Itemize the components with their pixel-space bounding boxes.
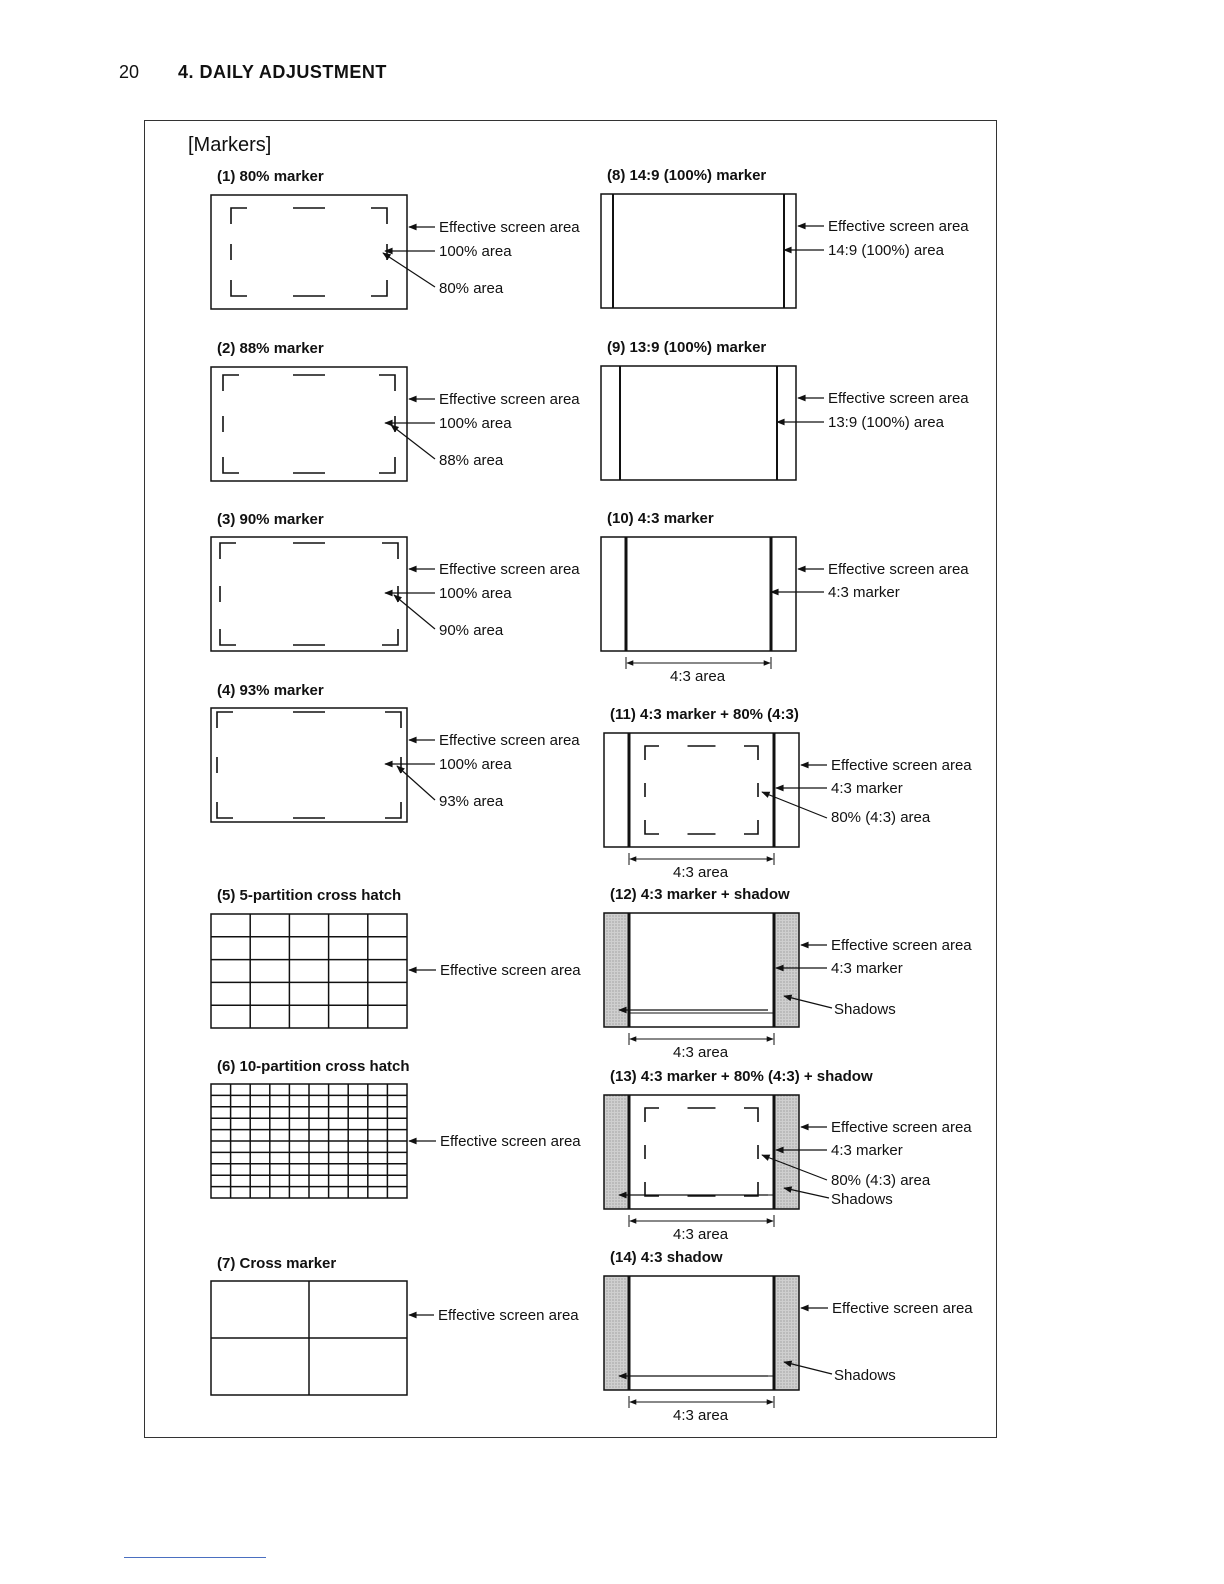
marker-segment xyxy=(744,1108,758,1122)
leader-arrow xyxy=(394,595,435,629)
marker-segment xyxy=(379,457,395,473)
section-title: [Markers] xyxy=(188,134,272,156)
callout-label: Effective screen area xyxy=(831,937,972,954)
marker-segment xyxy=(217,712,233,728)
marker-segment xyxy=(645,746,659,760)
marker-segment xyxy=(371,208,387,224)
shadow-region xyxy=(774,1095,799,1209)
callout-label: 4:3 marker xyxy=(831,960,903,977)
callout-label: Effective screen area xyxy=(440,962,581,979)
chapter-title: 4. DAILY ADJUSTMENT xyxy=(178,62,387,82)
marker-segment xyxy=(379,375,395,391)
callout-label: Shadows xyxy=(831,1191,893,1208)
callout-label: 13:9 (100%) area xyxy=(828,414,944,431)
marker-segment xyxy=(371,280,387,296)
item-title: (8) 14:9 (100%) marker xyxy=(607,167,767,184)
callout-label: 80% (4:3) area xyxy=(831,1172,931,1189)
marker-segment xyxy=(382,543,398,559)
leader-arrow xyxy=(397,766,435,800)
effective-screen-box xyxy=(211,195,407,309)
item-title: (4) 93% marker xyxy=(217,682,324,699)
marker-segment xyxy=(645,820,659,834)
dimension-label: 4:3 area xyxy=(673,1407,729,1424)
callout-label: 100% area xyxy=(439,756,512,773)
callout-label: Effective screen area xyxy=(828,390,969,407)
callout-label: 90% area xyxy=(439,622,504,639)
marker-segment xyxy=(217,802,233,818)
callout-label: 93% area xyxy=(439,793,504,810)
effective-screen-box xyxy=(601,194,796,308)
callout-label: Effective screen area xyxy=(828,218,969,235)
callout-label: Effective screen area xyxy=(828,561,969,578)
effective-screen-box xyxy=(211,914,407,1028)
effective-screen-box xyxy=(211,537,407,651)
callout-label: Effective screen area xyxy=(439,391,580,408)
callout-label: 100% area xyxy=(439,243,512,260)
marker-segment xyxy=(744,820,758,834)
shadow-region xyxy=(604,1095,629,1209)
item-title: (11) 4:3 marker + 80% (4:3) xyxy=(610,706,799,723)
leader-arrow xyxy=(762,792,827,818)
marker-segment xyxy=(385,802,401,818)
callout-label: 100% area xyxy=(439,415,512,432)
callout-label: Shadows xyxy=(834,1001,896,1018)
marker-segment xyxy=(744,1182,758,1196)
item-title: (13) 4:3 marker + 80% (4:3) + shadow xyxy=(610,1068,873,1085)
marker-segment xyxy=(231,208,247,224)
item-title: (12) 4:3 marker + shadow xyxy=(610,886,790,903)
item-title: (6) 10-partition cross hatch xyxy=(217,1058,410,1075)
callout-label: 4:3 marker xyxy=(831,780,903,797)
item-title: (1) 80% marker xyxy=(217,168,324,185)
leader-arrow xyxy=(383,253,435,287)
effective-screen-box xyxy=(604,1095,799,1209)
footer-rule xyxy=(124,1557,266,1558)
callout-label: 80% (4:3) area xyxy=(831,809,931,826)
marker-segment xyxy=(220,543,236,559)
callout-label: Shadows xyxy=(834,1367,896,1384)
callout-label: Effective screen area xyxy=(831,757,972,774)
item-title: (14) 4:3 shadow xyxy=(610,1249,723,1266)
marker-segment xyxy=(231,280,247,296)
callout-label: Effective screen area xyxy=(440,1133,581,1150)
callout-label: 4:3 marker xyxy=(831,1142,903,1159)
leader-arrow xyxy=(391,425,435,459)
marker-segment xyxy=(744,746,758,760)
effective-screen-box xyxy=(604,733,799,847)
item-title: (7) Cross marker xyxy=(217,1255,337,1272)
item-title: (5) 5-partition cross hatch xyxy=(217,887,402,904)
callout-label: Effective screen area xyxy=(831,1119,972,1136)
shadow-region xyxy=(604,1276,629,1390)
item-title: (3) 90% marker xyxy=(217,511,324,528)
marker-segment xyxy=(645,1108,659,1122)
callout-label: Effective screen area xyxy=(439,732,580,749)
callout-label: 4:3 marker xyxy=(828,584,900,601)
shadow-region xyxy=(774,1276,799,1390)
marker-segment xyxy=(223,375,239,391)
callout-label: Effective screen area xyxy=(832,1300,973,1317)
marker-segment xyxy=(645,1182,659,1196)
callout-label: 100% area xyxy=(439,585,512,602)
callout-label: Effective screen area xyxy=(439,561,580,578)
marker-segment xyxy=(382,629,398,645)
effective-screen-box xyxy=(601,537,796,651)
item-title: (9) 13:9 (100%) marker xyxy=(607,339,767,356)
page-number: 20 xyxy=(119,62,140,82)
effective-screen-box xyxy=(601,366,796,480)
item-title: (2) 88% marker xyxy=(217,340,324,357)
dimension-label: 4:3 area xyxy=(673,1226,729,1243)
effective-screen-box xyxy=(211,367,407,481)
dimension-label: 4:3 area xyxy=(673,1044,729,1061)
callout-label: Effective screen area xyxy=(439,219,580,236)
dimension-label: 4:3 area xyxy=(670,668,726,685)
marker-segment xyxy=(223,457,239,473)
callout-label: Effective screen area xyxy=(438,1307,579,1324)
dimension-label: 4:3 area xyxy=(673,864,729,881)
effective-screen-box xyxy=(211,708,407,822)
item-title: (10) 4:3 marker xyxy=(607,510,714,527)
shadow-region xyxy=(774,913,799,1027)
effective-screen-box xyxy=(604,1276,799,1390)
callout-label: 80% area xyxy=(439,280,504,297)
callout-label: 88% area xyxy=(439,452,504,469)
marker-segment xyxy=(385,712,401,728)
marker-segment xyxy=(220,629,236,645)
callout-label: 14:9 (100%) area xyxy=(828,242,944,259)
